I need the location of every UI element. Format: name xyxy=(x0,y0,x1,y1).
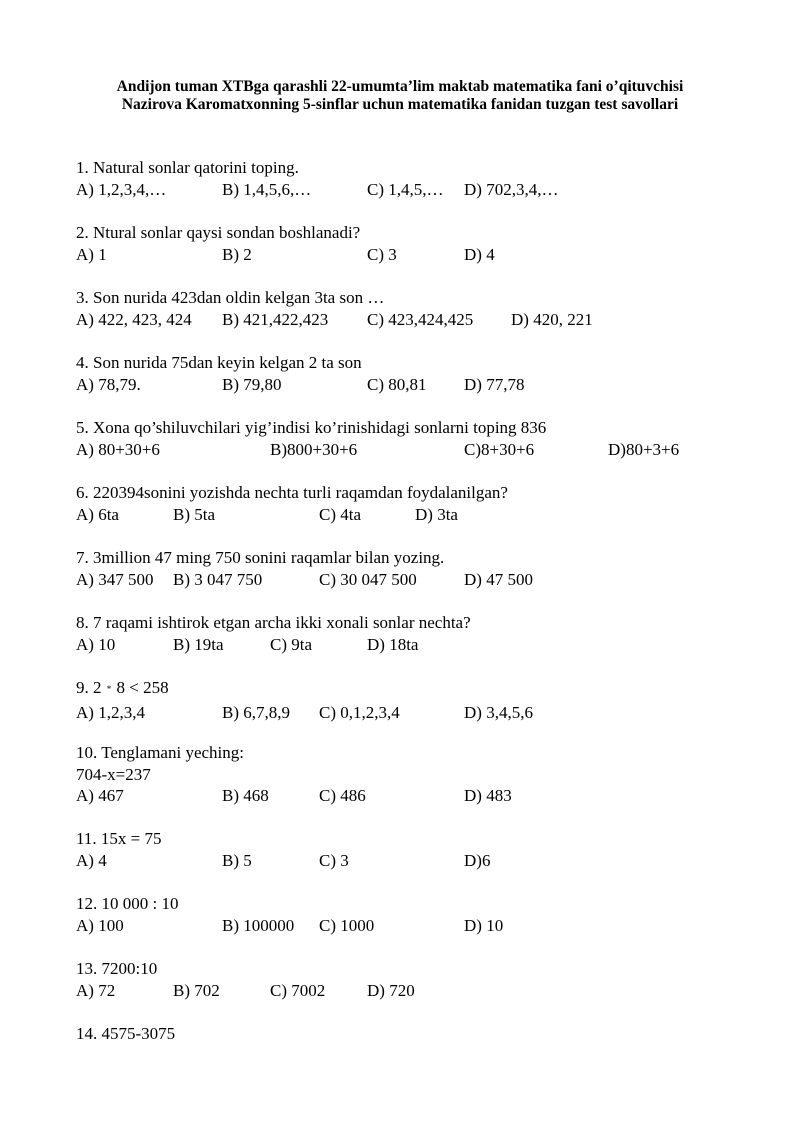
asterisk-placeholder: * xyxy=(106,684,112,694)
answer-options xyxy=(76,850,491,872)
option-b: B) 1,4,5,6,… xyxy=(222,179,312,199)
answer-options xyxy=(76,374,525,396)
option-c: C) 30 047 500 xyxy=(319,569,417,589)
answer-options xyxy=(76,634,471,656)
option-c: C) 1,4,5,… xyxy=(367,179,444,199)
option-a: A) 78,79. xyxy=(76,374,141,394)
option-d: D) 18ta xyxy=(367,634,419,654)
option-d: D) 10 xyxy=(464,915,504,935)
option-a: A) 467 xyxy=(76,786,124,805)
question-text: 5. Xona qo’shiluvchilari yig’indisi ko’rinishidagi sonlarni toping 836 xyxy=(76,418,547,437)
option-b: B) 468 xyxy=(222,786,269,805)
question-3 xyxy=(76,287,593,330)
answer-options xyxy=(76,179,559,201)
option-c: C)8+30+6 xyxy=(464,439,535,459)
question-9 xyxy=(76,677,533,723)
option-a: A) 1 xyxy=(76,244,107,264)
question-text: 4. Son nurida 75dan keyin kelgan 2 ta son xyxy=(76,353,362,372)
question-text: 11. 15x = 75 xyxy=(76,829,162,848)
question-text: 12. 10 000 : 10 xyxy=(76,894,179,913)
header-line-2: Nazirova Karomatxonning 5-sinflar uchun matematika fanidan tuzgan test savollari xyxy=(121,96,679,113)
question-text-part-2: 8 < 258 xyxy=(116,678,169,697)
option-c: C) 4ta xyxy=(319,504,362,524)
option-a: A) 1,2,3,4,… xyxy=(76,179,167,199)
option-a: A) 4 xyxy=(76,850,107,870)
option-b: B) 2 xyxy=(222,244,252,264)
answer-options xyxy=(76,915,504,937)
question-8 xyxy=(76,612,471,655)
option-d: D) 720 xyxy=(367,980,415,1000)
question-5 xyxy=(76,417,680,460)
question-1 xyxy=(76,157,559,200)
option-c: C) 1000 xyxy=(319,915,375,935)
question-text: 13. 7200:10 xyxy=(76,959,158,978)
answer-options xyxy=(76,569,533,591)
answer-options xyxy=(76,785,512,807)
question-text xyxy=(76,677,169,702)
question-text: 8. 7 raqami ishtirok etgan archa ikki xonali sonlar nechta? xyxy=(76,613,471,632)
answer-options xyxy=(76,504,508,526)
option-c: C) 9ta xyxy=(270,634,313,654)
option-d: D) 483 xyxy=(464,786,512,805)
option-c: C) 80,81 xyxy=(367,374,427,394)
question-14 xyxy=(76,1023,175,1045)
option-b: B)800+30+6 xyxy=(270,439,358,459)
option-c: C) 3 xyxy=(319,850,349,870)
option-c: C) 486 xyxy=(319,786,366,805)
option-d: D) 420, 221 xyxy=(511,309,593,329)
question-text: 1. Natural sonlar qatorini toping. xyxy=(76,158,299,177)
option-d: D) 702,3,4,… xyxy=(464,179,559,199)
option-d: D) 77,78 xyxy=(464,374,525,394)
option-b: B) 79,80 xyxy=(222,374,282,394)
option-c: C) 7002 xyxy=(270,980,326,1000)
question-7 xyxy=(76,547,533,590)
question-12 xyxy=(76,893,504,936)
answer-options xyxy=(76,244,495,266)
question-text: 10. Tenglamani yeching: xyxy=(76,743,244,762)
option-b: B) 5ta xyxy=(173,504,216,524)
question-text: 7. 3million 47 ming 750 sonini raqamlar bilan yozing. xyxy=(76,548,445,567)
option-b: B) 6,7,8,9 xyxy=(222,702,290,722)
answer-options xyxy=(76,309,593,331)
option-d: D)6 xyxy=(464,850,491,870)
question-text: 3. Son nurida 423dan oldin kelgan 3ta son … xyxy=(76,288,385,307)
option-d: D) 3ta xyxy=(415,504,458,524)
question-13 xyxy=(76,958,415,1001)
option-b: B) 3 047 750 xyxy=(173,569,263,589)
option-b: B) 702 xyxy=(173,980,220,1000)
option-a: A) 347 500 xyxy=(76,569,154,589)
option-c: C) 423,424,425 xyxy=(367,309,474,329)
question-text-part-1: 9. 2 xyxy=(76,678,102,697)
option-b: B) 421,422,423 xyxy=(222,309,329,329)
option-d: D) 4 xyxy=(464,244,495,264)
equation-text: 704-x=237 xyxy=(76,764,151,784)
option-d: D) 3,4,5,6 xyxy=(464,702,533,722)
question-text: 2. Ntural sonlar qaysi sondan boshlanadi? xyxy=(76,223,361,242)
answer-options xyxy=(76,439,680,461)
option-d: D)80+3+6 xyxy=(608,439,680,459)
answer-options xyxy=(76,702,533,724)
option-a: A) 422, 423, 424 xyxy=(76,309,192,329)
option-b: B) 5 xyxy=(222,850,252,870)
option-d: D) 47 500 xyxy=(464,569,533,589)
answer-options xyxy=(76,980,415,1002)
option-a: A) 10 xyxy=(76,634,116,654)
option-a: A) 100 xyxy=(76,915,124,935)
question-text: 14. 4575-3075 xyxy=(76,1024,176,1043)
option-a: A) 72 xyxy=(76,980,116,1000)
question-6 xyxy=(76,482,508,525)
question-4 xyxy=(76,352,525,395)
option-a: A) 1,2,3,4 xyxy=(76,702,145,722)
option-a: A) 6ta xyxy=(76,504,119,524)
option-b: B) 19ta xyxy=(173,634,224,654)
option-b: B) 100000 xyxy=(222,915,295,935)
option-c: C) 3 xyxy=(367,244,397,264)
header-line-1: Andijon tuman XTBga qarashli 22-umumta’lim maktab matematika fani o’qituvchisi xyxy=(116,78,684,95)
option-c: C) 0,1,2,3,4 xyxy=(319,702,400,722)
question-11 xyxy=(76,828,491,871)
question-10 xyxy=(76,742,512,807)
document-header xyxy=(60,78,740,114)
option-a: A) 80+30+6 xyxy=(76,439,160,459)
question-2 xyxy=(76,222,495,265)
question-text: 6. 220394sonini yozishda nechta turli raqamdan foydalanilgan? xyxy=(76,483,508,502)
